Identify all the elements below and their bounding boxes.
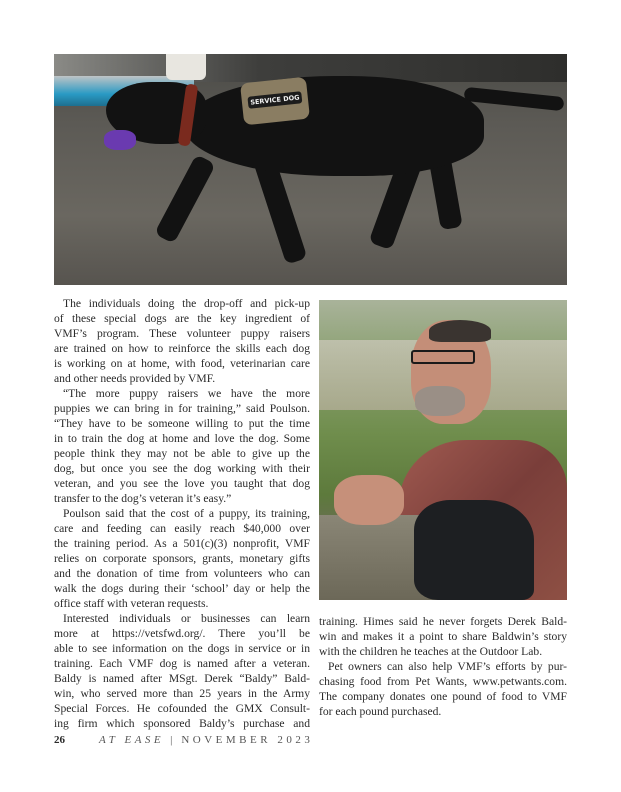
service-dog-photo bbox=[54, 54, 567, 285]
text-line: The individuals doing the drop-off and pick-up bbox=[63, 297, 310, 310]
text-line: training. Each VMF dog is named after a veteran. bbox=[54, 657, 310, 670]
text-line: and the donation of time from volunteers who can bbox=[54, 567, 310, 580]
text-line: ing firm which sponsored Baldy’s purchase and bbox=[54, 717, 310, 730]
issue-date: NOVEMBER 2023 bbox=[181, 734, 314, 746]
vest-patch-text: SERVICE DOG bbox=[247, 91, 302, 109]
text-line: Pet owners can also help VMF’s efforts by pur- bbox=[328, 660, 567, 673]
text-line: office staff with veteran requests. bbox=[54, 597, 209, 610]
text-line: able to see information on the dogs in service or in bbox=[54, 642, 310, 655]
article-column-left bbox=[54, 296, 310, 731]
text-line: “They have to be someone willing to put the time bbox=[54, 417, 310, 430]
text-line: more at https://vetsfwd.org/. There you’ll be bbox=[54, 627, 310, 640]
text-line: win and makes it a point to share Baldwin’s story bbox=[319, 630, 567, 643]
text-line: relies on corporate sponsors, grants, monetary gifts bbox=[54, 552, 310, 565]
page-footer bbox=[54, 734, 313, 746]
text-line: puppies we can bring in for training,” said Poulson. bbox=[54, 402, 310, 415]
footer-separator: | bbox=[170, 734, 173, 746]
text-line: with the children he teaches at the Outdoor Lab. bbox=[319, 645, 543, 658]
text-line: chasing food from Pet Wants, www.petwants.com. bbox=[319, 675, 567, 688]
service-dog-vest bbox=[240, 77, 310, 126]
text-line: Interested individuals or businesses can learn bbox=[63, 612, 310, 625]
text-line: VMF’s program. These volunteer puppy raisers bbox=[54, 327, 310, 340]
text-line: of these special dogs are the key ingredient of bbox=[54, 312, 310, 325]
text-line: care and feeding can easily reach $40,000 over bbox=[54, 522, 310, 535]
text-line: people think they may not be able to give up the bbox=[54, 447, 310, 460]
text-line: Special Forces. He cofounded the GMX Consult- bbox=[54, 702, 310, 715]
text-line: in to train the dog at home and love the dog. Some bbox=[54, 432, 310, 445]
text-line: “The more puppy raisers we have the more bbox=[63, 387, 310, 400]
text-line: The company donates one pound of food to VMF bbox=[319, 690, 567, 703]
text-line: the training period. As a 501(c)(3) nonprofit, VMF bbox=[54, 537, 310, 550]
text-line: Baldy is named after MSgt. Derek “Baldy” Bald- bbox=[54, 672, 310, 685]
man-at-picnic-table-photo bbox=[319, 300, 567, 600]
text-line: is working on at home, with food, veterinarian care bbox=[54, 357, 310, 370]
article-column-right bbox=[319, 614, 567, 719]
magazine-title: AT EASE bbox=[99, 734, 165, 746]
text-line: Poulson said that the cost of a puppy, its training, bbox=[63, 507, 310, 520]
text-line: and other needs provided by VMF. bbox=[54, 372, 216, 385]
text-line: win, who served more than 25 years in the Army bbox=[54, 687, 310, 700]
text-line: walk the dogs during their ‘school’ day or help the bbox=[54, 582, 310, 595]
text-line: dog, but once you see the dog working with their bbox=[54, 462, 310, 475]
text-line: are trained on how to reinforce the skills each dog bbox=[54, 342, 310, 355]
text-line: transfer to the dog’s veteran it’s easy.” bbox=[54, 492, 232, 505]
page-number: 26 bbox=[54, 734, 65, 746]
text-line: for each pound purchased. bbox=[319, 705, 442, 718]
text-line: training. Himes said he never forgets Derek Bald- bbox=[319, 615, 567, 628]
text-line: veteran, and you see the love you taught that dog bbox=[54, 477, 310, 490]
